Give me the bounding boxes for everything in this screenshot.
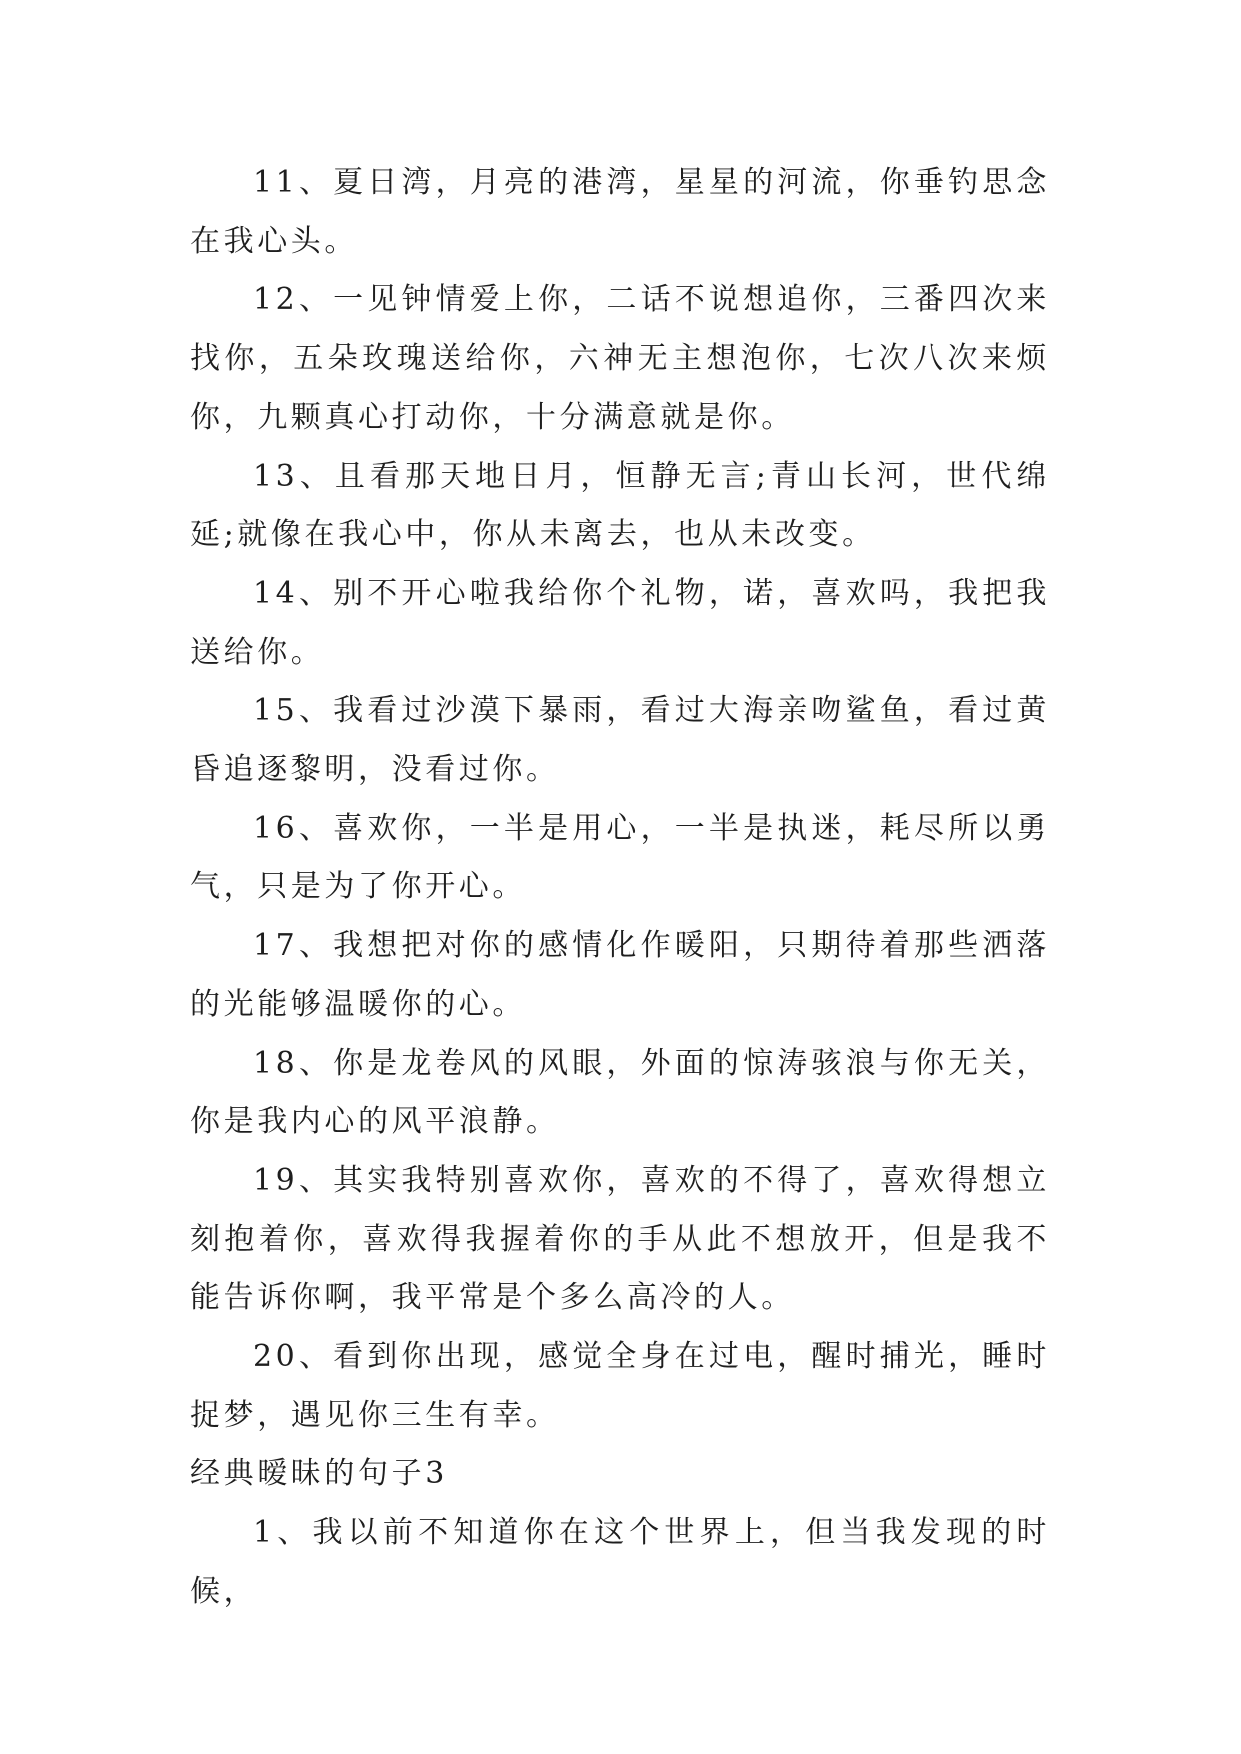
paragraph-13: 13、且看那天地日月，恒静无言;青山长河，世代绵延;就像在我心中，你从未离去，也从未改变。 bbox=[190, 458, 1050, 553]
document-body bbox=[190, 154, 1050, 1622]
paragraph-14: 14、别不开心啦我给你个礼物，诺，喜欢吗，我把我送给你。 bbox=[190, 575, 1050, 670]
paragraph-15: 15、我看过沙漠下暴雨，看过大海亲吻鲨鱼，看过黄昏追逐黎明，没看过你。 bbox=[190, 693, 1050, 788]
section-heading: 经典暧昧的句子3 bbox=[190, 1456, 448, 1492]
paragraph-17: 17、我想把对你的感情化作暖阳，只期待着那些洒落的光能够温暖你的心。 bbox=[190, 928, 1050, 1022]
paragraph-16: 16、喜欢你，一半是用心，一半是执迷，耗尽所以勇气，只是为了你开心。 bbox=[190, 810, 1050, 905]
paragraph-section3-1: 1、我以前不知道你在这个世界上，但当我发现的时候， bbox=[190, 1515, 1050, 1609]
paragraph-11: 11、夏日湾，月亮的港湾，星星的河流，你垂钓思念在我心头。 bbox=[190, 165, 1050, 259]
paragraph-19: 19、其实我特别喜欢你，喜欢的不得了，喜欢得想立刻抱着你，喜欢得我握着你的手从此不想放开，但是我不能告诉你啊，我平常是个多么高冷的人。 bbox=[190, 1162, 1050, 1316]
paragraph-18: 18、你是龙卷风的风眼，外面的惊涛骇浪与你无关，你是我内心的风平浪静。 bbox=[190, 1045, 1050, 1140]
paragraph-20: 20、看到你出现，感觉全身在过电，醒时捕光，睡时捉梦，遇见你三生有幸。 bbox=[190, 1339, 1050, 1433]
paragraph-12: 12、一见钟情爱上你，二话不说想追你，三番四次来找你，五朵玫瑰送给你，六神无主想泡你，七次八次来烦你，九颗真心打动你，十分满意就是你。 bbox=[190, 282, 1050, 435]
